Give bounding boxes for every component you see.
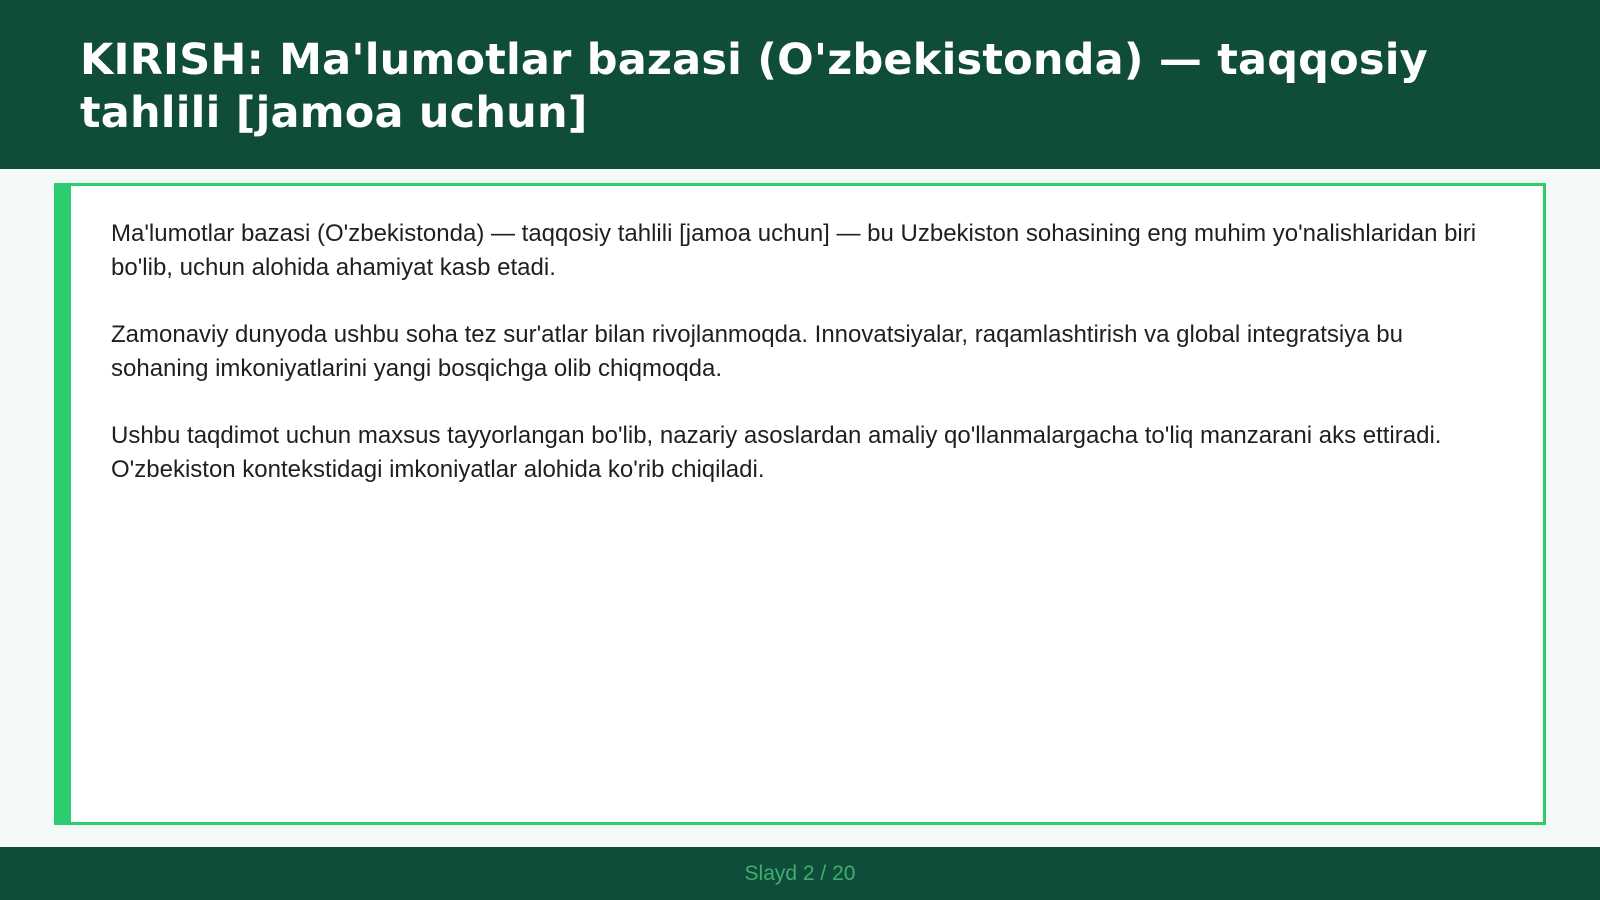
slide-title: KIRISH: Ma'lumotlar bazasi (O'zbekistonda) — taqqosiy tahlili [jamoa uchun] (80, 35, 1428, 138)
content-body (71, 186, 1543, 487)
slide-footer (0, 847, 1600, 900)
slide-header (0, 0, 1600, 169)
content-card (54, 183, 1546, 825)
slide-counter: Slayd 2 / 20 (744, 862, 856, 885)
intro-paragraph-1: Ma'lumotlar bazasi (O'zbekistonda) — taqqosiy tahlili [jamoa uchun] — bu Uzbekiston sohasining eng muhim yo'nalishlaridan biri bo'lib, uchun alohida ahamiyat kasb etadi. (111, 220, 1477, 281)
intro-paragraph-2: Zamonaviy dunyoda ushbu soha tez sur'atlar bilan rivojlanmoqda. Innovatsiyalar, raqamlashtirish va global integratsiya bu sohaning imkoniyatlarini yangi bosqichga olib chiqmoqda. (111, 321, 1403, 382)
intro-paragraph-3: Ushbu taqdimot uchun maxsus tayyorlangan bo'lib, nazariy asoslardan amaliy qo'llanmalargacha to'liq manzarani aks ettiradi. O'zbekiston kontekstidagi imkoniyatlar alohida ko'rib chiqiladi. (111, 422, 1442, 483)
